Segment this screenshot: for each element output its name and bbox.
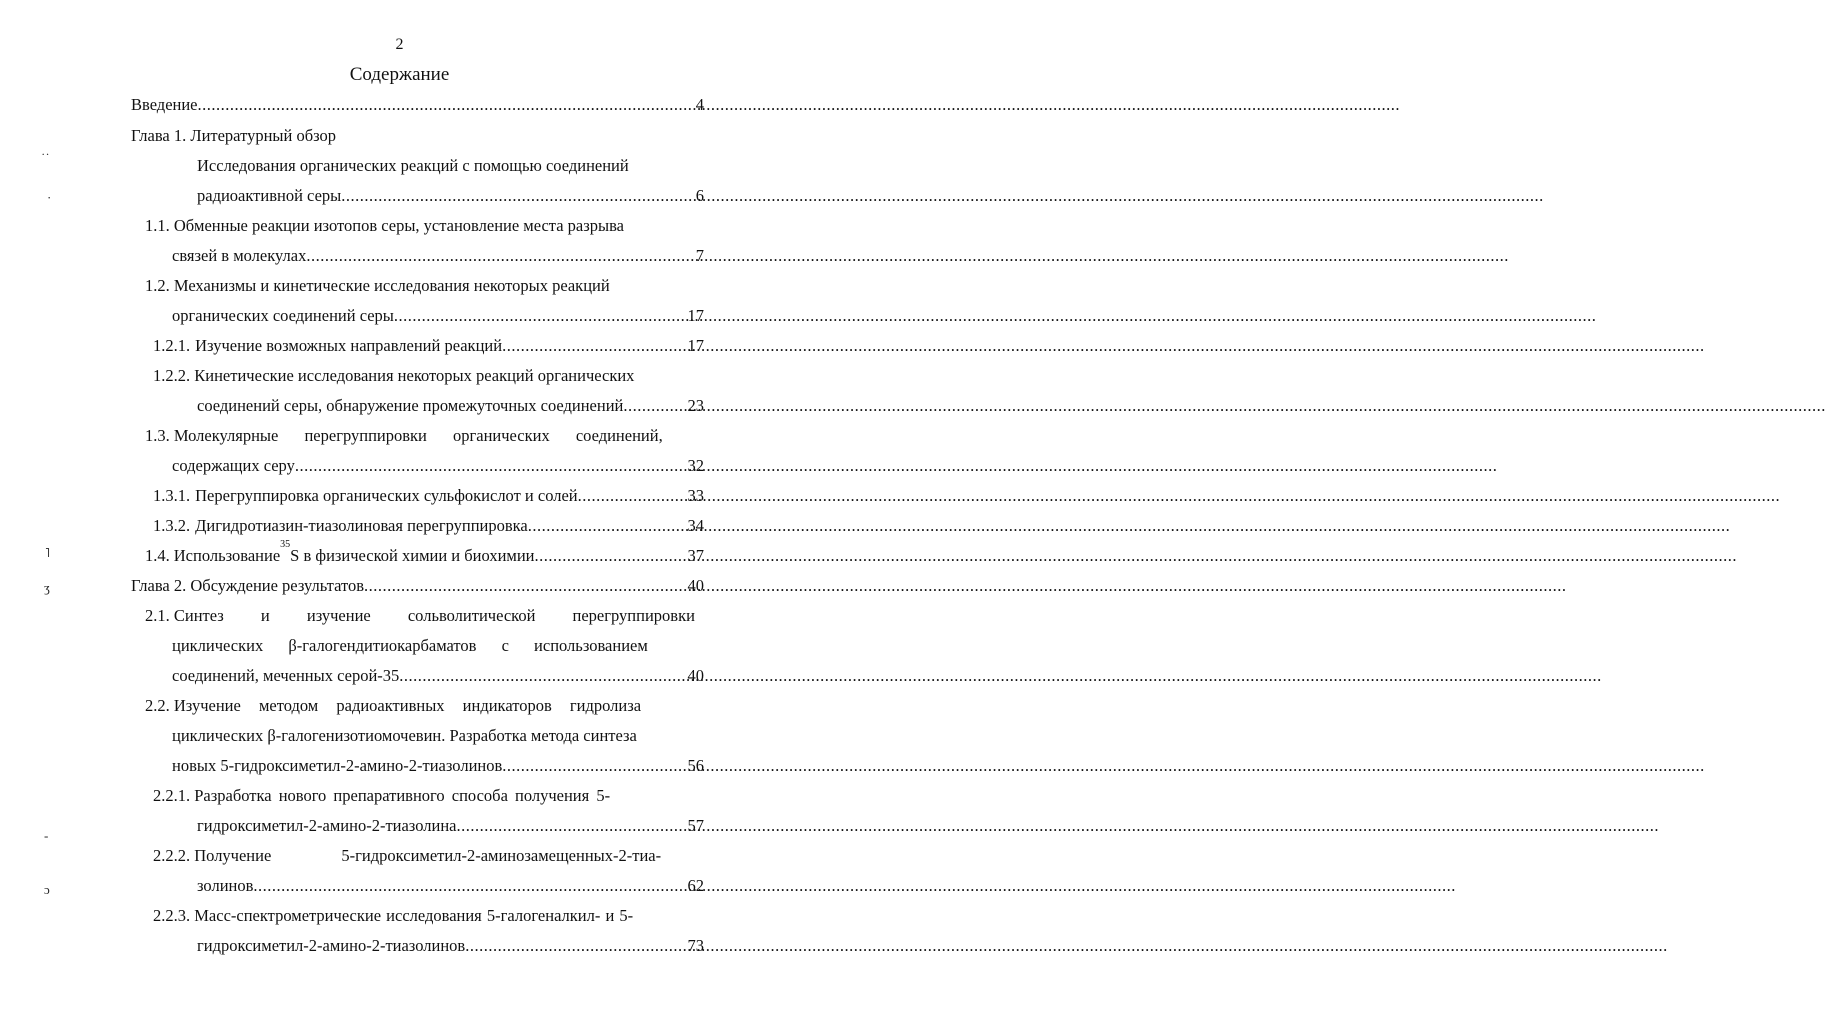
toc-entry-continuation bbox=[197, 185, 671, 207]
scan-artifact-mark: ˥ bbox=[45, 545, 50, 560]
toc-entry-number: 1.2. bbox=[145, 276, 170, 295]
scan-artifact-mark: ɔ bbox=[44, 882, 50, 897]
toc-page-number: 33 bbox=[687, 486, 704, 505]
isotope-superscript: 35 bbox=[280, 539, 291, 550]
toc-entry-text: органических соединений серы bbox=[172, 306, 394, 325]
dot-leader bbox=[465, 935, 1668, 957]
toc-entry-text: гидроксиметил-2-амино-2-тиазолинов bbox=[197, 936, 466, 955]
toc-entry-2-2-2 bbox=[153, 845, 671, 867]
table-of-contents bbox=[0, 0, 799, 1029]
dot-leader bbox=[341, 185, 1544, 207]
toc-page-number: 40 bbox=[687, 666, 704, 685]
toc-entry-text: Исследования органических реакций с помощью соединений bbox=[197, 156, 629, 175]
toc-entry-number: 2.2.3. bbox=[153, 906, 191, 925]
toc-entry-2-2 bbox=[145, 695, 671, 717]
dot-leader bbox=[364, 575, 1567, 597]
toc-entry-number: 1.4. bbox=[145, 546, 170, 565]
toc-entry-continuation bbox=[172, 665, 671, 687]
toc-entry-continuation bbox=[197, 395, 671, 417]
toc-page-number: 34 bbox=[687, 516, 704, 535]
toc-entry-continuation bbox=[172, 635, 671, 657]
toc-page-number: 62 bbox=[687, 876, 704, 895]
toc-entry-continuation bbox=[197, 815, 671, 837]
dot-leader bbox=[198, 94, 1401, 116]
toc-page-number: 7 bbox=[695, 246, 704, 265]
toc-entry-text: Изучение возможных направлений реакций bbox=[195, 336, 503, 355]
toc-entry-1-3-1 bbox=[153, 485, 671, 507]
toc-entry-number: 1.3.1. bbox=[153, 486, 191, 505]
toc-entry-continuation bbox=[172, 245, 671, 267]
toc-entry-number: 1.3. bbox=[145, 426, 170, 445]
dot-leader bbox=[528, 515, 1731, 537]
toc-entry-text: Глава 2. Обсуждение результатов bbox=[131, 576, 364, 595]
toc-page-number: 23 bbox=[687, 396, 704, 415]
toc-entry-text: Разработка нового препаративного способа получения 5- bbox=[194, 786, 611, 805]
toc-page-number: 32 bbox=[687, 456, 704, 475]
dot-leader bbox=[295, 455, 1498, 477]
toc-page-number: 17 bbox=[687, 336, 704, 355]
toc-entry-text: соединений, меченных серой-35 bbox=[172, 666, 400, 685]
toc-entry-text: Молекулярные перегруппировки органических соединений, bbox=[173, 426, 663, 445]
toc-entry-text: содержащих серу bbox=[172, 456, 295, 475]
toc-entry-introduction bbox=[131, 94, 671, 116]
toc-page-number: 37 bbox=[687, 546, 704, 565]
toc-entry-text: Перегруппировка органических сульфокислот и солей bbox=[195, 486, 578, 505]
scan-artifact-mark: - bbox=[44, 828, 49, 843]
toc-entry-text: радиоактивной серы bbox=[197, 186, 342, 205]
toc-entry-number: 1.2.2. bbox=[153, 366, 191, 385]
toc-entry-number: 2.2. bbox=[145, 696, 170, 715]
toc-entry-1-2 bbox=[145, 275, 671, 297]
toc-entry-2-2-3 bbox=[153, 905, 671, 927]
toc-entry-1-3-2 bbox=[153, 515, 671, 537]
toc-entry-number: 1.3.2. bbox=[153, 516, 191, 535]
dot-leader bbox=[578, 485, 1781, 507]
toc-entry-number: 1.2.1. bbox=[153, 336, 191, 355]
toc-entry-1-2-1 bbox=[153, 335, 671, 357]
toc-entry-text: Синтез и изучение сольволитической перегруппировки bbox=[173, 606, 695, 625]
dot-leader bbox=[394, 305, 1597, 327]
toc-page-number: 17 bbox=[687, 306, 704, 325]
toc-entry-text: соединений серы, обнаружение промежуточных соединений bbox=[197, 396, 624, 415]
toc-page-number: 40 bbox=[687, 576, 704, 595]
toc-entry-text: Дигидротиазин-тиазолиновая перегруппировка bbox=[195, 516, 528, 535]
toc-entry-continuation bbox=[197, 935, 671, 957]
toc-entry-number: 1.1. bbox=[145, 216, 170, 235]
toc-entry-text: Кинетические исследования некоторых реакций органических bbox=[194, 366, 635, 385]
toc-chapter-1: Глава 1. Литературный обзор bbox=[131, 126, 337, 145]
toc-page-number: 6 bbox=[695, 186, 704, 205]
toc-entry-text: золинов bbox=[197, 876, 254, 895]
dot-leader bbox=[306, 245, 1509, 267]
toc-page-number: 73 bbox=[687, 936, 704, 955]
scan-artifact-mark: ʒ bbox=[44, 580, 50, 595]
toc-entry-text: S в физической химии и биохимии bbox=[290, 546, 535, 565]
toc-entry-text: связей в молекулах bbox=[172, 246, 307, 265]
page-number: 2 bbox=[395, 36, 404, 53]
toc-page-number: 4 bbox=[695, 95, 704, 114]
toc-entry-text: Масс-спектрометрические исследования 5-галогеналкил- и 5- bbox=[194, 906, 634, 925]
scan-artifact-mark: ˙˙ bbox=[41, 150, 50, 165]
toc-entry-2-2-1 bbox=[153, 785, 671, 807]
toc-entry-continuation bbox=[172, 755, 671, 777]
toc-entry-text bbox=[197, 155, 671, 177]
toc-entry-text: Обменные реакции изотопов серы, установление места разрыва bbox=[173, 216, 624, 235]
toc-entry-continuation bbox=[172, 305, 671, 327]
toc-chapter-2 bbox=[131, 575, 671, 597]
toc-entry-number: 2.1. bbox=[145, 606, 170, 625]
toc-entry-1-2-2 bbox=[153, 365, 671, 387]
toc-page-number: 57 bbox=[687, 816, 704, 835]
dot-leader bbox=[623, 395, 1826, 417]
toc-entry-continuation bbox=[172, 455, 671, 477]
toc-entry-text: Получение 5-гидроксиметил-2-аминозамещенных-2-тиа- bbox=[194, 846, 662, 865]
toc-entry-text: циклических β-галогендитиокарбаматов с использованием bbox=[172, 636, 648, 655]
dot-leader bbox=[456, 815, 1659, 837]
toc-entry-1-4 bbox=[145, 539, 671, 567]
toc-entry-text: Использование bbox=[173, 546, 281, 565]
toc-entry-continuation bbox=[197, 875, 671, 897]
toc-entry-1-1 bbox=[145, 215, 671, 237]
dot-leader bbox=[399, 665, 1602, 687]
toc-entry-text: Механизмы и кинетические исследования некоторых реакций bbox=[173, 276, 610, 295]
toc-entry-number: 2.2.2. bbox=[153, 846, 191, 865]
toc-entry-text: гидроксиметил-2-амино-2-тиазолина bbox=[197, 816, 457, 835]
toc-entry-2-1 bbox=[145, 605, 695, 627]
toc-entry-text: новых 5-гидроксиметил-2-амино-2-тиазолинов bbox=[172, 756, 503, 775]
toc-page-number: 56 bbox=[687, 756, 704, 775]
toc-entry-continuation: циклических β-галогенизотиомочевин. Разработка метода синтеза bbox=[172, 726, 637, 745]
dot-leader bbox=[253, 875, 1456, 897]
toc-entry-1-3 bbox=[145, 425, 671, 447]
dot-leader bbox=[535, 545, 1738, 567]
toc-entry-text: Введение bbox=[131, 95, 198, 114]
toc-title: Содержание bbox=[349, 64, 450, 85]
toc-entry-number: 2.2.1. bbox=[153, 786, 191, 805]
scan-artifact-mark: · bbox=[47, 190, 52, 205]
toc-entry-text: Изучение методом радиоактивных индикаторов гидролиза bbox=[173, 696, 642, 715]
